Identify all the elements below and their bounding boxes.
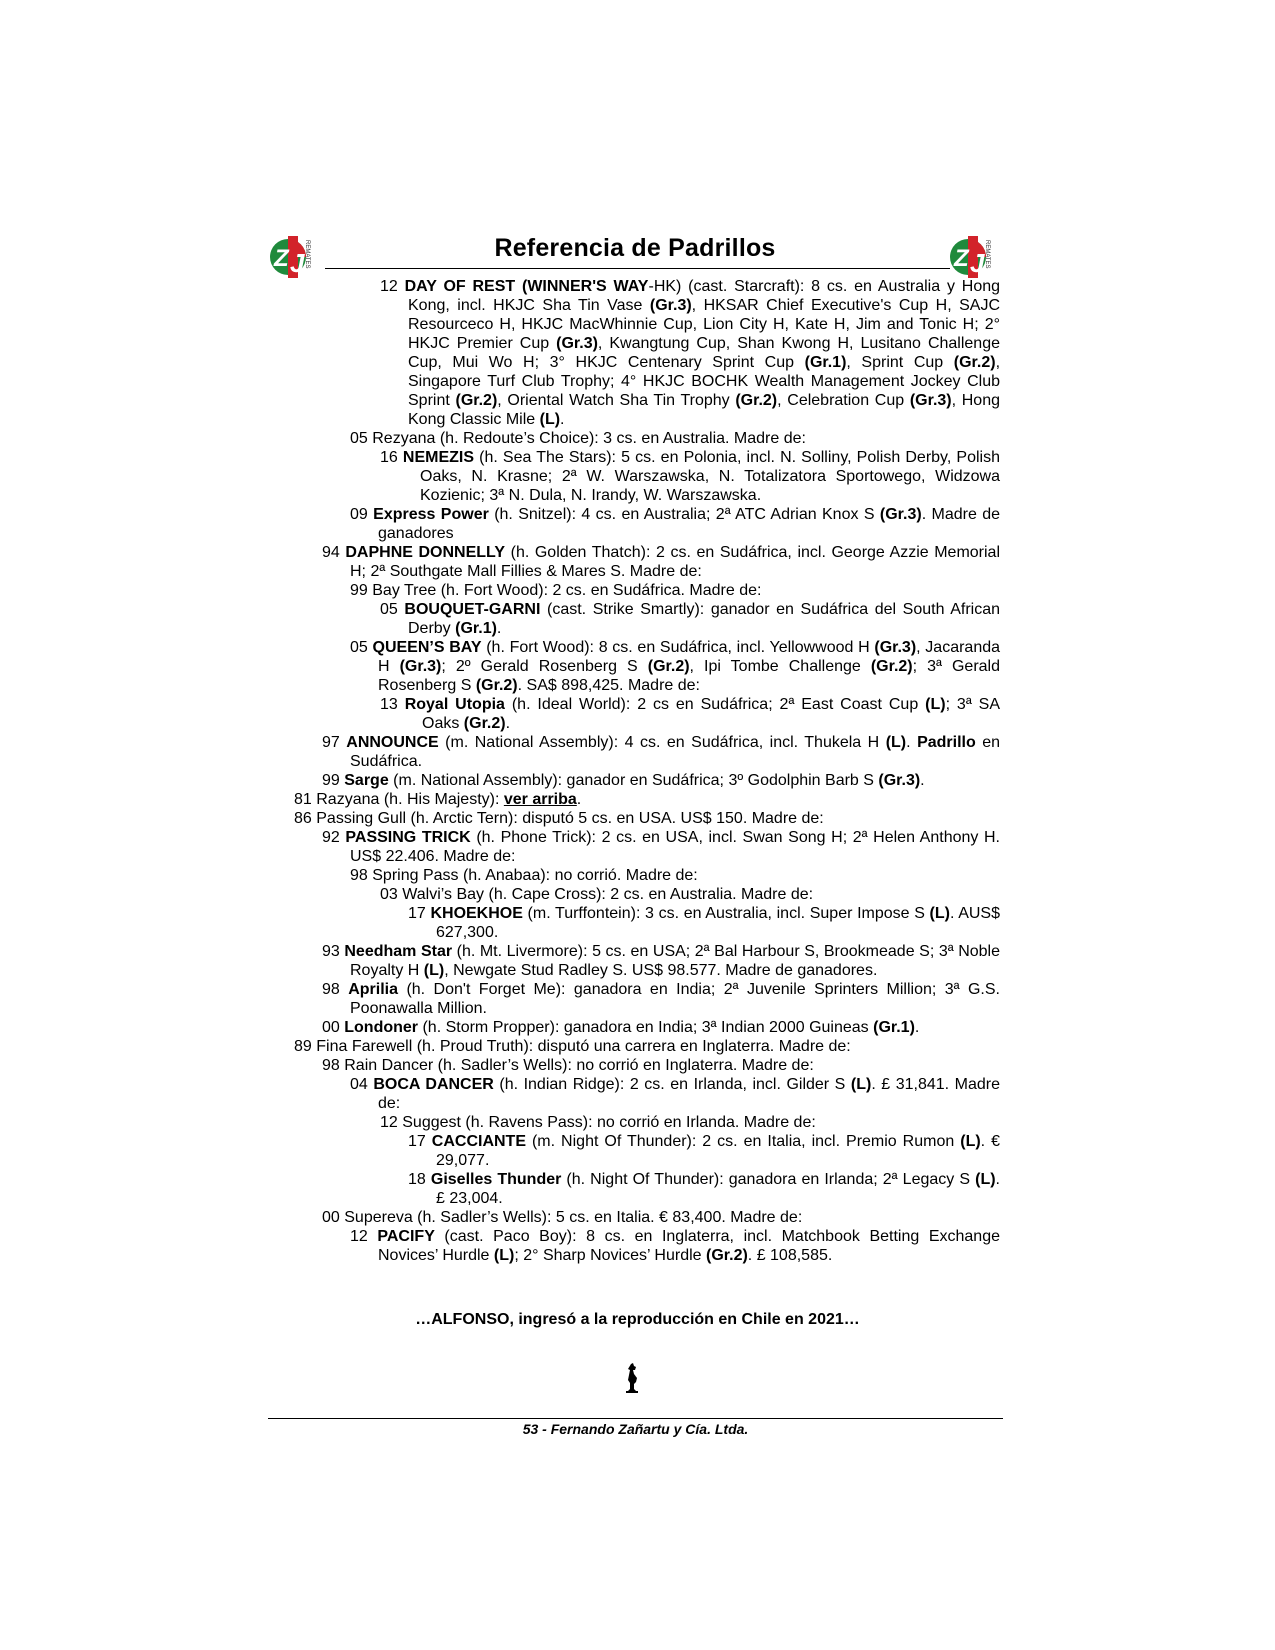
entry-text: (h. Fort Wood): 8 cs. en Sudáfrica, incl. Yellowwood H <box>481 639 875 656</box>
bold-text: (Gr.3) <box>556 335 598 352</box>
bold-text: (Gr.2) <box>455 392 498 409</box>
entry-text: 99 <box>322 772 345 789</box>
entry-text: 12 <box>380 278 405 295</box>
pedigree-entry <box>270 638 1000 695</box>
entry-text: . <box>496 620 502 637</box>
pedigree-entry <box>270 904 1000 942</box>
entry-text: . £ 23,004. <box>436 1171 1000 1207</box>
page-footer: 53 - Fernando Zañartu y Cía. Ltda. <box>522 1421 749 1437</box>
bold-text: (L) <box>423 962 445 979</box>
bold-text: (Gr.2) <box>475 677 518 694</box>
pedigree-entry <box>270 733 1000 771</box>
pedigree-entry <box>270 543 1000 581</box>
bold-text: PASSING TRICK <box>345 829 471 846</box>
pedigree-entry <box>270 448 1000 505</box>
pedigree-entry <box>270 980 1000 1018</box>
entry-text: . SA$ 898,425. Madre de: <box>517 677 700 694</box>
pedigree-entry <box>270 809 1000 828</box>
entry-text: , Hong Kong Classic Mile <box>408 392 1001 428</box>
entry-text: 94 <box>322 544 346 561</box>
bold-text: (L) <box>885 734 907 751</box>
entry-text: , Singapore Turf Club Trophy; 4° HKJC BOCHK Wealth Management Jockey Club Sprint <box>408 354 1001 409</box>
entry-text: 92 <box>322 829 346 846</box>
pedigree-entry <box>270 1075 1000 1113</box>
bold-text: (Gr.2) <box>706 1247 748 1264</box>
entry-text: 04 <box>350 1076 374 1093</box>
entry-text: 03 Walvi’s Bay (h. Cape Cross): 2 cs. en Australia. Madre de: <box>380 886 814 903</box>
entry-text: 98 Spring Pass (h. Anabaa): no corrió. Madre de: <box>350 867 698 884</box>
pedigree-entry <box>270 1227 1000 1265</box>
entry-text: (h. Don't Forget Me): ganadora en India; 2ª Juvenile Sprinters Million; 3ª G.S. Poonawalla Million. <box>350 981 1000 1017</box>
entry-text: (h. Indian Ridge): 2 cs. en Irlanda, incl. Gilder S <box>493 1076 851 1093</box>
entry-text: (cast. Strike Smartly): ganador en Sudáfrica del South African Derby <box>408 601 1000 637</box>
bold-text: QUEEN’S BAY <box>372 639 482 656</box>
svg-text:Z: Z <box>954 245 969 272</box>
entry-text: 98 <box>322 981 349 998</box>
bold-text: KHOEKHOE <box>430 905 523 922</box>
pedigree-entry <box>270 695 1000 733</box>
entry-text: 81 Razyana (h. His Majesty): <box>294 791 504 808</box>
entry-text: , Celebration Cup <box>777 392 910 409</box>
entry-text: (h. Sea The Stars): 5 cs. en Polonia, incl. N. Solliny, Polish Derby, Polish Oaks, N. Krasne; 2ª W. Warszawska, N. Totalizatora Sportowego, Widzowa Kozienic; 3ª N. Dula, N. Irandy, W. Warszawska. <box>420 449 1000 504</box>
entry-text: (h. Mt. Livermore): 5 cs. en USA; 2ª Bal Harbour S, Brookmeade S; 3ª Noble Royalty H <box>350 943 1000 979</box>
entry-text: ; 2º Gerald Rosenberg S <box>441 658 648 675</box>
horse-icon <box>622 1362 642 1394</box>
entry-text: (h. Snitzel): 4 cs. en Australia; 2ª ATC Adrian Knox S <box>488 506 880 523</box>
zj-remates-logo-left <box>268 228 324 278</box>
bold-text: DAPHNE DONNELLY <box>345 544 506 561</box>
bold-text: (L) <box>493 1247 515 1264</box>
bold-text: (Gr.2) <box>463 715 506 732</box>
entry-text: . £ 31,841. Madre de: <box>378 1076 1001 1112</box>
pedigree-entry <box>270 771 1000 790</box>
entry-text: . <box>560 411 565 428</box>
bold-text: (L) <box>925 696 946 713</box>
entry-text: 99 Bay Tree (h. Fort Wood): 2 cs. en Sudáfrica. Madre de: <box>350 582 762 599</box>
entry-text: , Ipi Tombe Challenge <box>689 658 871 675</box>
svg-text:Z: Z <box>274 245 289 272</box>
bold-text: BOCA DANCER <box>373 1076 494 1093</box>
bold-text: (Gr.1) <box>873 1019 915 1036</box>
logo-text: REMATES <box>304 240 310 269</box>
bold-text: (Gr.2) <box>870 658 913 675</box>
pedigree-entry <box>270 1056 1000 1075</box>
pedigree-entry <box>270 1113 1000 1132</box>
bold-text: DAY OF REST (WINNER'S WAY <box>404 278 649 295</box>
bold-text: (Gr.1) <box>455 620 497 637</box>
pedigree-list <box>270 277 1000 1265</box>
bold-text: (L) <box>929 905 950 922</box>
bold-text: (Gr.3) <box>874 639 917 656</box>
entry-text: 13 <box>380 696 405 713</box>
entry-text: 00 <box>322 1019 345 1036</box>
pedigree-entry <box>270 581 1000 600</box>
entry-text: (m. Night Of Thunder): 2 cs. en Italia, incl. Premio Rumon <box>526 1133 961 1150</box>
pedigree-entry <box>270 942 1000 980</box>
entry-text: 05 <box>380 601 405 618</box>
entry-text: (h. Phone Trick): 2 cs. en USA, incl. Swan Song H; 2ª Helen Anthony H. US$ 22.406. Madre de: <box>350 829 1000 865</box>
bold-text: (Gr.1) <box>804 354 847 371</box>
entry-text: ; 2° Sharp Novices’ Hurdle <box>514 1247 706 1264</box>
cross-reference-link: ver arriba <box>503 791 577 808</box>
entry-text: ; 3ª Gerald Rosenberg S <box>378 658 1001 694</box>
bold-text: (Gr.3) <box>879 506 922 523</box>
entry-text: (m. National Assembly): 4 cs. en Sudáfrica, incl. Thukela H <box>438 734 886 751</box>
entry-text: . <box>505 715 511 732</box>
pedigree-entry <box>270 1037 1000 1056</box>
bold-text: (Gr.3) <box>399 658 442 675</box>
bold-text: ANNOUNCE <box>346 734 439 751</box>
entry-text: . <box>914 1019 920 1036</box>
svg-text:J: J <box>290 248 305 278</box>
entry-text: ; 3ª SA Oaks <box>422 696 1000 732</box>
entry-text: . <box>906 734 918 751</box>
entry-text: 17 <box>408 1133 432 1150</box>
pedigree-entry <box>270 790 1000 809</box>
pedigree-entry <box>270 1208 1000 1227</box>
entry-text: 09 <box>350 506 374 523</box>
pedigree-entry <box>270 277 1000 429</box>
svg-text:J: J <box>970 248 985 278</box>
pedigree-entry <box>270 1170 1000 1208</box>
entry-text: , Kwangtung Cup, Shan Kwong H, Lusitano Challenge Cup, Mui Wo H; 3° HKJC Centenary Sprint Cup <box>408 335 1000 371</box>
zj-remates-logo-right <box>948 228 1004 278</box>
entry-text: 05 Rezyana (h. Redoute’s Choice): 3 cs. en Australia. Madre de: <box>350 430 806 447</box>
page-title: Referencia de Padrillos <box>494 234 776 262</box>
pedigree-entry <box>270 429 1000 448</box>
bold-text: (L) <box>975 1171 996 1188</box>
bold-text: Express Power <box>373 506 489 523</box>
pedigree-entry <box>270 1018 1000 1037</box>
bold-text: PACIFY <box>377 1228 435 1245</box>
bold-text: Royal Utopia <box>404 696 505 713</box>
bold-text: BOUQUET-GARNI <box>404 601 541 618</box>
entry-text: , Jacaranda H <box>378 639 1001 675</box>
pedigree-entry <box>270 600 1000 638</box>
entry-text: 12 Suggest (h. Ravens Pass): no corrió en Irlanda. Madre de: <box>380 1114 816 1131</box>
entry-text: 18 <box>408 1171 431 1188</box>
entry-text: . £ 108,585. <box>747 1247 833 1264</box>
bold-text: Aprilia <box>348 981 399 998</box>
bold-text: (L) <box>539 411 561 428</box>
entry-text: (h. Night Of Thunder): ganadora en Irlanda; 2ª Legacy S <box>561 1171 976 1188</box>
entry-text: 12 <box>350 1228 378 1245</box>
entry-text: (m. Turffontein): 3 cs. en Australia, incl. Super Impose S <box>522 905 930 922</box>
entry-text: -HK) (cast. Starcraft): 8 cs. en Australia y Hong Kong, incl. HKJC Sha Tin Vase <box>408 278 1001 314</box>
bold-text: Sarge <box>344 772 389 789</box>
entry-text: . AUS$ 627,300. <box>436 905 1000 941</box>
entry-text: 00 Supereva (h. Sadler’s Wells): 5 cs. en Italia. € 83,400. Madre de: <box>322 1209 803 1226</box>
entry-text: 93 <box>322 943 345 960</box>
bold-text: (Gr.3) <box>878 772 921 789</box>
entry-text: . <box>920 772 925 789</box>
bold-text: NEMEZIS <box>402 449 475 466</box>
bold-text: (Gr.2) <box>735 392 778 409</box>
entry-text: , Newgate Stud Radley S. US$ 98.577. Madre de ganadores. <box>444 962 878 979</box>
entry-text: (m. National Assembly): ganador en Sudáfrica; 3º Godolphin Barb S <box>388 772 879 789</box>
pedigree-entry <box>270 1132 1000 1170</box>
pedigree-entry <box>270 828 1000 866</box>
bold-text: (L) <box>850 1076 872 1093</box>
bold-text: (Gr.2) <box>953 354 996 371</box>
entry-text: , HKSAR Chief Executive's Cup H, SAJC Resourceco H, HKJC MacWhinnie Cup, Lion City H, Kate H, Jim and Tonic H; 2° HKJC Premier Cup <box>408 297 1001 352</box>
pedigree-entry <box>270 885 1000 904</box>
bold-text: (Gr.3) <box>909 392 952 409</box>
bold-text: (Gr.3) <box>649 297 692 314</box>
entry-text: . € 29,077. <box>436 1133 1000 1169</box>
entry-text: 05 <box>350 639 373 656</box>
bold-text: Giselles Thunder <box>430 1171 562 1188</box>
footer-rule <box>268 1418 1003 1419</box>
closing-note: …ALFONSO, ingresó a la reproducción en Chile en 2021… <box>415 1311 860 1328</box>
logo-text: REMATES <box>984 240 990 269</box>
entry-text: 86 Passing Gull (h. Arctic Tern): disputó 5 cs. en USA. US$ 150. Madre de: <box>294 810 824 827</box>
entry-text: 98 Rain Dancer (h. Sadler’s Wells): no corrió en Inglaterra. Madre de: <box>322 1057 814 1074</box>
entry-text: 16 <box>380 449 403 466</box>
entry-text: (h. Storm Propper): ganadora en India; 3ª Indian 2000 Guineas <box>418 1019 874 1036</box>
entry-text: , Sprint Cup <box>846 354 954 371</box>
bold-text: Londoner <box>344 1019 419 1036</box>
bold-text: (Gr.2) <box>647 658 690 675</box>
entry-text: . Madre de ganadores <box>378 506 1001 542</box>
header-rule <box>325 268 950 269</box>
bold-text: CACCIANTE <box>431 1133 526 1150</box>
entry-text: 89 Fina Farewell (h. Proud Truth): disputó una carrera en Inglaterra. Madre de: <box>294 1038 851 1055</box>
entry-text: (h. Ideal World): 2 cs en Sudáfrica; 2ª East Coast Cup <box>504 696 926 713</box>
entry-text: 17 <box>408 905 431 922</box>
entry-text: en Sudáfrica. <box>350 734 1001 770</box>
bold-text: Needham Star <box>344 943 453 960</box>
entry-text: (cast. Paco Boy): 8 cs. en Inglaterra, incl. Matchbook Betting Exchange Novices’ Hurdle <box>378 1228 1000 1264</box>
entry-text: (h. Golden Thatch): 2 cs. en Sudáfrica, incl. George Azzie Memorial H; 2ª Southgate Mall Fillies & Mares S. Madre de: <box>350 544 1001 580</box>
entry-text: 97 <box>322 734 347 751</box>
bold-text: (L) <box>960 1133 981 1150</box>
bold-text: Padrillo <box>917 734 976 751</box>
entry-text: . <box>576 791 582 808</box>
pedigree-entry <box>270 505 1000 543</box>
pedigree-entry <box>270 866 1000 885</box>
entry-text: , Oriental Watch Sha Tin Trophy <box>497 392 736 409</box>
